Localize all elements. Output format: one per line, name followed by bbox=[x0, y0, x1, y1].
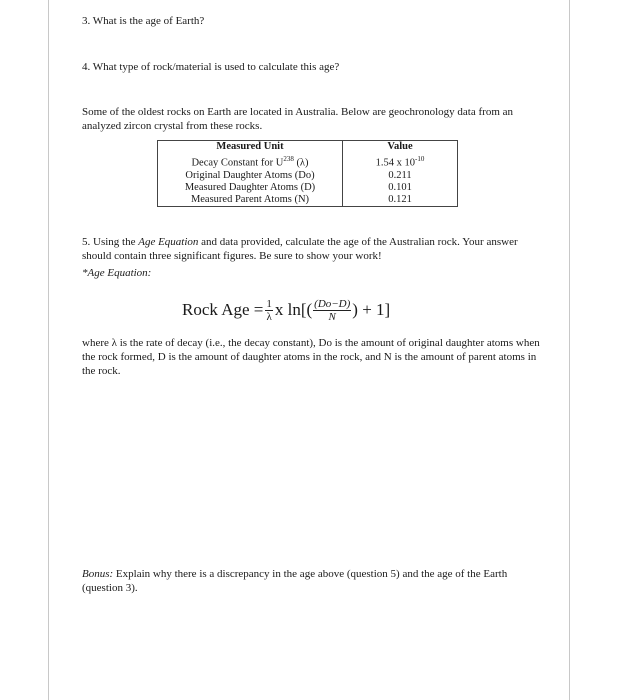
table-header-value: Value bbox=[343, 141, 458, 154]
question-3: 3. What is the age of Earth? bbox=[82, 15, 205, 27]
unit-text: Decay Constant for U bbox=[191, 157, 284, 169]
table-header-row bbox=[158, 141, 458, 154]
equation-fraction bbox=[265, 298, 273, 323]
intro-paragraph: Some of the oldest rocks on Earth are located in Australia. Below are geochronology data from an analyzed zircon crystal from these rocks. bbox=[82, 106, 514, 132]
inner-denominator: N bbox=[328, 310, 336, 323]
question-5 bbox=[82, 235, 542, 263]
table-cell-unit: Measured Parent Atoms (N) bbox=[158, 194, 343, 207]
table-header-unit: Measured Unit bbox=[158, 141, 343, 154]
equation-definition: where λ is the rate of decay (i.e., the decay constant), Do is the amount of original daughter atoms when the rock formed, D is the amount of daughter atoms in the rock, and N is the amount of parent atoms in the rock. bbox=[82, 337, 540, 377]
equation-lhs: Rock Age = bbox=[182, 300, 264, 319]
bonus-text: Explain why there is a discrepancy in the age above (question 5) and the age of the Earth (question 3). bbox=[82, 568, 508, 594]
question-4: 4. What type of rock/material is used to calculate this age? bbox=[82, 61, 340, 73]
page-border-left bbox=[48, 0, 49, 700]
equation-inner-fraction bbox=[313, 298, 351, 323]
q5-rest: and data provided, calculate the age of the Australian rock. Your answer should contain three significant figures. Be sure to show your work! bbox=[82, 236, 518, 262]
table-row bbox=[158, 153, 458, 170]
table-cell-unit bbox=[158, 153, 343, 170]
table-row bbox=[158, 194, 458, 207]
table-row bbox=[158, 182, 458, 194]
table-cell-value: 0.121 bbox=[343, 194, 458, 207]
table-cell-value: 0.211 bbox=[343, 170, 458, 182]
q5-emphasis: Age Equation bbox=[138, 236, 199, 248]
geochronology-table bbox=[157, 140, 458, 207]
bonus-label: Bonus: bbox=[82, 568, 114, 580]
unit-superscript: 238 bbox=[283, 155, 294, 163]
table-row bbox=[158, 170, 458, 182]
fraction-numerator: 1 bbox=[266, 297, 272, 310]
equation-tail: ) + 1] bbox=[352, 300, 391, 319]
table-cell-unit: Original Daughter Atoms (Do) bbox=[158, 170, 343, 182]
inner-numerator: (Do−D) bbox=[314, 297, 351, 310]
table-cell-value: 0.101 bbox=[343, 182, 458, 194]
value-text: 1.54 x 10 bbox=[375, 157, 416, 169]
table-cell-unit: Measured Daughter Atoms (D) bbox=[158, 182, 343, 194]
q5-label: 5. Using the bbox=[82, 236, 139, 248]
value-exponent: -10 bbox=[415, 155, 425, 163]
equation-label: *Age Equation: bbox=[82, 267, 152, 279]
equation-ln: x ln[( bbox=[274, 300, 313, 319]
bonus-question bbox=[82, 567, 542, 595]
unit-tail: (λ) bbox=[293, 157, 309, 169]
table-cell-value bbox=[343, 153, 458, 170]
fraction-denominator: λ bbox=[266, 310, 272, 323]
page-border-right bbox=[569, 0, 570, 700]
age-equation bbox=[182, 290, 390, 330]
